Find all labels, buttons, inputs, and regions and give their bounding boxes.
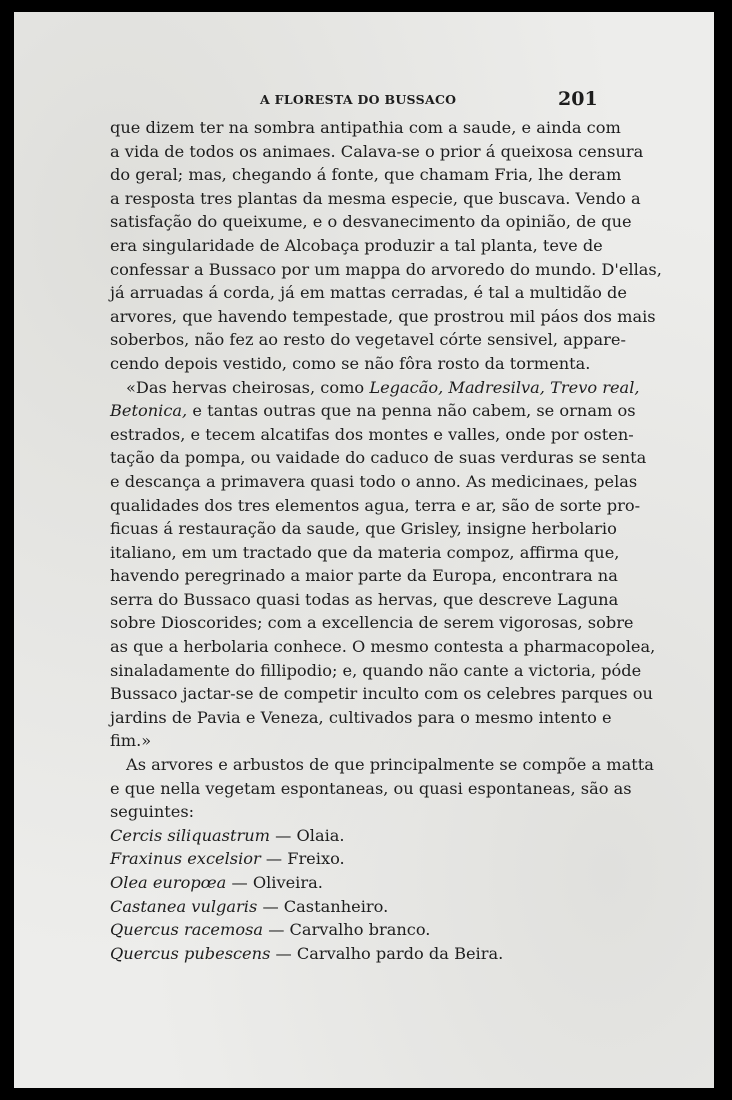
text-line: fim.» <box>110 731 152 751</box>
species-common-name: — Carvalho branco. <box>263 920 431 940</box>
text-line: qualidades dos tres elementos agua, terra e ar, são de sorte pro- <box>110 495 641 515</box>
species-item <box>110 942 592 966</box>
species-item <box>110 824 592 848</box>
species-list <box>110 824 592 966</box>
running-title: A FLORESTA DO BUSSACO <box>260 92 457 107</box>
species-latin-name: Olea europœa <box>110 873 227 892</box>
text-line: serra do Bussaco quasi todas as hervas, que descreve Laguna <box>110 589 619 609</box>
paragraph-3 <box>110 753 654 824</box>
text-line: tação da pompa, ou vaidade do caduco de suas verduras se senta <box>110 448 647 468</box>
species-latin-name: Quercus racemosa <box>110 920 264 940</box>
text-line: jardins de Pavia e Veneza, cultivados para o mesmo intento e <box>110 707 612 727</box>
text-line: confessar a Bussaco por um mappa do arvoredo do mundo. D'ellas, <box>110 259 662 279</box>
text-line: As arvores e arbustos de que principalmente se compõe a matta <box>126 755 654 775</box>
species-latin-name: Fraxinus excelsior <box>110 849 261 869</box>
text-line: arvores, que havendo tempestade, que prostrou mil páos dos mais <box>110 306 656 326</box>
text-line <box>110 399 636 423</box>
species-item <box>110 895 592 919</box>
italic-run: Betonica, <box>110 401 188 421</box>
species-latin-name: Quercus pubescens <box>110 943 271 963</box>
text-line: as que a herbolaria conhece. O mesmo contesta a pharmacopolea, <box>110 637 656 657</box>
text-line: do geral; mas, chegando á fonte, que chamam Fria, lhe deram <box>110 165 622 185</box>
text-line: já arruadas á corda, já em mattas cerradas, é tal a multidão de <box>110 283 628 303</box>
book-page <box>14 12 714 1088</box>
italic-run: Legacão, Madresilva, Trevo real, <box>369 377 640 397</box>
species-common-name: — Olaia. <box>270 825 345 845</box>
species-latin-name: Castanea vulgaris <box>110 896 258 916</box>
text-line: a vida de todos os animaes. Calava-se o prior á queixosa censura <box>110 141 644 161</box>
text-line: a resposta tres plantas da mesma especie, que buscava. Vendo a <box>110 188 641 208</box>
page-number: 201 <box>558 88 598 110</box>
species-item <box>110 871 592 895</box>
text-line: estrados, e tecem alcatifas dos montes e valles, onde por osten- <box>110 424 634 444</box>
text-line: era singularidade de Alcobaça produzir a tal planta, teve de <box>110 235 603 255</box>
text-line: soberbos, não fez ao resto do vegetavel córte sensivel, appare- <box>110 330 626 350</box>
species-common-name: — Oliveira. <box>226 873 323 892</box>
species-latin-name: Cercis siliquastrum <box>110 825 271 845</box>
text-line: e descança a primavera quasi todo o anno. As medicinaes, pelas <box>110 471 638 491</box>
species-item <box>110 918 592 942</box>
text-line: italiano, em um tractado que da materia compoz, affirma que, <box>110 542 620 562</box>
text-line: sobre Dioscorides; com a excellencia de serem vigorosas, sobre <box>110 613 634 633</box>
species-item <box>110 847 592 871</box>
text-line: havendo peregrinado a maior parte da Europa, encontrara na <box>110 566 618 586</box>
species-common-name: — Castanheiro. <box>257 896 389 916</box>
species-common-name: — Freixo. <box>260 849 345 869</box>
text-line: ficuas á restauração da saude, que Grisley, insigne herbolario <box>110 519 617 539</box>
text-line: cendo depois vestido, como se não fôra rosto da tormenta. <box>110 353 591 373</box>
text-line: sinaladamente do fillipodio; e, quando não cante a victoria, póde <box>110 660 642 680</box>
text-line <box>110 376 640 400</box>
page-body <box>110 116 662 965</box>
paragraph-2 <box>110 376 656 754</box>
text-line: e que nella vegetam espontaneas, ou quasi espontaneas, são as <box>110 778 632 798</box>
species-common-name: — Carvalho pardo da Beira. <box>270 943 504 963</box>
text-line: que dizem ter na sombra antipathia com a saude, e ainda com <box>110 118 621 137</box>
paragraph-1 <box>110 116 662 376</box>
text-line: Bussaco jactar-se de competir inculto com os celebres parques ou <box>110 684 653 704</box>
text-run: «Das hervas cheirosas, como <box>126 377 370 397</box>
text-run: e tantas outras que na penna não cabem, se ornam os <box>187 401 636 421</box>
text-line: satisfação do queixume, e o desvanecimento da opinião, de que <box>110 212 632 232</box>
text-line: seguintes: <box>110 802 195 822</box>
